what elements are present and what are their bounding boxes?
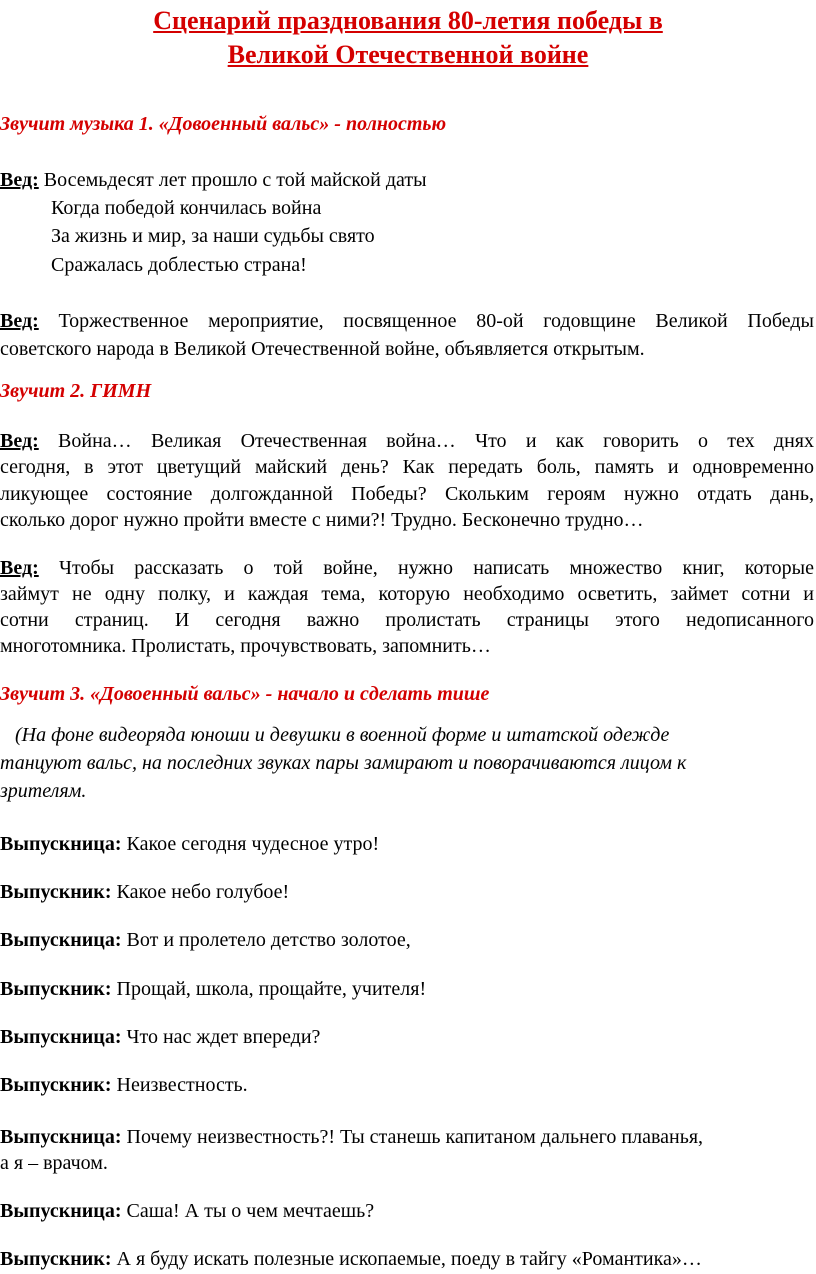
dialogue-line — [0, 976, 426, 1002]
speaker-name: Выпускница: — [0, 1126, 122, 1148]
poem-line-1 — [0, 167, 427, 193]
paragraph-2-line-4: сколько дорог нужно пройти вместе с ними?! Трудно. Бесконечно трудно… — [0, 509, 644, 531]
dialogue-text: Почему неизвестность?! Ты станешь капитаном дальнего плаванья, — [121, 1126, 704, 1148]
dialogue-text: Какое сегодня чудесное утро! — [121, 833, 380, 855]
paragraph-2-line-2: сегодня, в этот цветущий майский день? Как передать боль, память и одновременно — [0, 456, 814, 478]
dialogue-line — [0, 831, 379, 857]
paragraph-3-line-2: займут не одну полку, и каждая тема, которую необходимо осветить, займет сотни и — [0, 583, 814, 605]
dialogue-text: Саша! А ты о чем мечтаешь? — [121, 1200, 375, 1222]
paragraph-3-line-1: Вед: Чтобы рассказать о той войне, нужно написать множество книг, которые — [0, 557, 814, 579]
poem-line-2: Когда победой кончилась война — [51, 197, 322, 219]
speaker-name: Выпускник: — [0, 1248, 112, 1270]
dialogue-line — [0, 1246, 702, 1272]
paragraph-2-line-3: ликующее состояние долгожданной Победы? Скольким героям нужно отдать дань, — [0, 483, 814, 505]
dialogue-line — [0, 879, 289, 905]
stage-direction-line-2: танцуют вальс, на последних звуках пары замирают и поворачиваются лицом к — [0, 752, 687, 774]
dialogue-text: Какое небо голубое! — [111, 881, 290, 903]
poem-line-4: Сражалась доблестью страна! — [51, 254, 307, 276]
dialogue-continuation: а я – врачом. — [0, 1152, 108, 1174]
speaker-name: Выпускник: — [0, 881, 112, 903]
dialogue-line — [0, 1072, 248, 1098]
speaker-name: Выпускник: — [0, 1074, 112, 1096]
dialogue-text: Прощай, школа, прощайте, учителя! — [111, 978, 427, 1000]
dialogue-line — [0, 1024, 320, 1050]
poem-text: Восемьдесят лет прошло с той майской даты — [43, 169, 427, 191]
paragraph-3-line-3: сотни страниц. И сегодня важно пролистать страницы этого недописанного — [0, 609, 814, 631]
dialogue-text: Неизвестность. — [111, 1074, 248, 1096]
stage-direction-line-3: зрителям. — [0, 780, 87, 802]
speaker-label: Вед: — [0, 169, 39, 191]
music-cue-2: Звучит 2. ГИМН — [0, 380, 152, 402]
dialogue-text: А я буду искать полезные ископаемые, поеду в тайгу «Романтика»… — [111, 1248, 702, 1270]
speaker-name: Выпускница: — [0, 833, 122, 855]
speaker-label: Вед: — [0, 310, 39, 332]
document-title-line-1: Сценарий празднования 80-летия победы в — [153, 6, 663, 35]
paragraph-3-line-4: многотомника. Пролистать, прочувствовать, запомнить… — [0, 635, 491, 657]
stage-direction-line-1: (На фоне видеоряда юноши и девушки в военной форме и штатской одежде — [0, 724, 670, 746]
dialogue-line — [0, 927, 411, 953]
speaker-name: Выпускник: — [0, 978, 112, 1000]
speaker-name: Выпускница: — [0, 1200, 122, 1222]
speaker-name: Выпускница: — [0, 929, 122, 951]
dialogue-text: Вот и пролетело детство золотое, — [121, 929, 411, 951]
paragraph-1-line-2: советского народа в Великой Отечественной войне, объявляется открытым. — [0, 338, 645, 360]
music-cue-1: Звучит музыка 1. «Довоенный вальс» - полностью — [0, 113, 447, 135]
music-cue-3: Звучит 3. «Довоенный вальс» - начало и сделать тише — [0, 683, 490, 705]
speaker-label: Вед: — [0, 557, 39, 579]
paragraph-1-line-1: Вед: Торжественное мероприятие, посвященное 80-ой годовщине Великой Победы — [0, 310, 814, 332]
dialogue-line — [0, 1124, 703, 1150]
dialogue-text: Что нас ждет впереди? — [121, 1026, 321, 1048]
dialogue-line — [0, 1198, 374, 1224]
poem-line-3: За жизнь и мир, за наши судьбы свято — [51, 225, 375, 247]
document-title-line-2: Великой Отечественной войне — [227, 40, 589, 69]
paragraph-2-line-1: Вед: Война… Великая Отечественная война… Что и как говорить о тех днях — [0, 430, 814, 452]
speaker-label: Вед: — [0, 430, 39, 452]
speaker-name: Выпускница: — [0, 1026, 122, 1048]
